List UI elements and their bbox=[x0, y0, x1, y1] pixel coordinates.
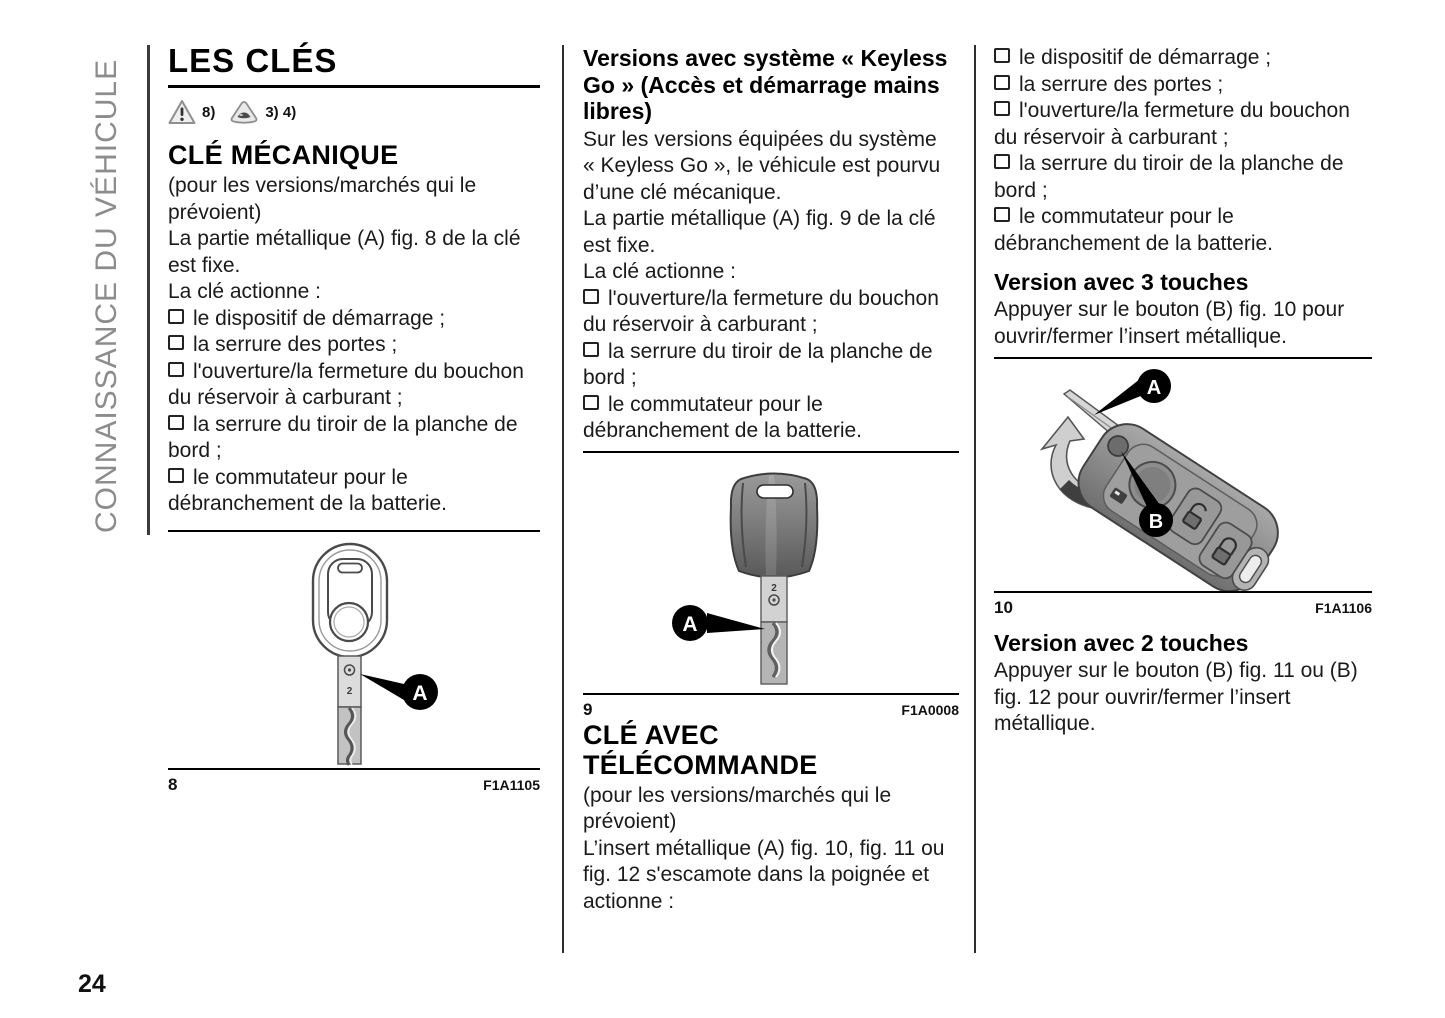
square-bullet-icon bbox=[168, 415, 184, 430]
list-item-text: l'ouverture/la fermeture du bouchon du réservoir à carburant ; bbox=[168, 359, 524, 409]
list-item bbox=[994, 98, 1372, 151]
callout-a: A bbox=[1146, 377, 1162, 399]
paragraph: (pour les versions/marchés qui le prévoient) bbox=[168, 174, 477, 224]
paragraph: Sur les versions équipées du système « Keyless Go », le véhicule est pourvu d’une clé mécanique. bbox=[583, 127, 941, 204]
paragraph: L’insert métallique (A) fig. 10, fig. 11 ou fig. 12 s'escamote dans la poignée et actionne : bbox=[583, 836, 945, 913]
figure-caption bbox=[994, 591, 1372, 618]
column-divider bbox=[974, 45, 976, 953]
paragraph: La partie métallique (A) fig. 8 de la clé est fixe. bbox=[168, 227, 521, 277]
list-item-text: la serrure du tiroir de la planche de bord ; bbox=[994, 152, 1344, 202]
chapter-sidebar-label: CONNAISSANCE DU VÉHICULE bbox=[90, 58, 123, 533]
list-item bbox=[168, 465, 540, 518]
paragraph: La clé actionne : bbox=[583, 260, 736, 283]
list-item-text: la serrure des portes ; bbox=[1019, 72, 1224, 96]
list-item-text: le commutateur pour le débranchement de la batterie. bbox=[583, 392, 863, 442]
section-heading: CLÉ MÉCANIQUE bbox=[168, 140, 399, 170]
caution-refs: 3) 4) bbox=[265, 103, 297, 121]
paragraph: Appuyer sur le bouton (B) fig. 10 pour ouvrir/fermer l’insert métallique. bbox=[994, 298, 1345, 348]
square-bullet-icon bbox=[583, 395, 599, 410]
list-item-text: le commutateur pour le débranchement de la batterie. bbox=[994, 205, 1274, 255]
warning-triangle-icon bbox=[168, 99, 196, 125]
column-1 bbox=[168, 42, 540, 795]
mechanical-key-illustration bbox=[168, 532, 540, 768]
square-bullet-icon bbox=[994, 75, 1010, 90]
page-number: 24 bbox=[78, 970, 106, 998]
warning-references-row bbox=[168, 99, 540, 125]
column-2 bbox=[583, 45, 959, 915]
list-item bbox=[994, 204, 1372, 257]
paragraph: La partie métallique (A) fig. 9 de la clé est fixe. bbox=[583, 207, 936, 257]
callout-b: B bbox=[1148, 511, 1164, 533]
list-item bbox=[168, 359, 540, 412]
figure-10 bbox=[994, 357, 1372, 618]
paragraph: (pour les versions/marchés qui le prévoient) bbox=[583, 783, 892, 833]
list-item bbox=[168, 412, 540, 465]
square-bullet-icon bbox=[994, 154, 1010, 169]
figure-caption bbox=[168, 768, 540, 795]
square-bullet-icon bbox=[168, 309, 184, 324]
square-bullet-icon bbox=[168, 468, 184, 483]
list-item-text: la serrure du tiroir de la planche de bord ; bbox=[583, 339, 933, 389]
list-item bbox=[994, 72, 1372, 99]
flip-key-remote-illustration bbox=[994, 359, 1372, 591]
callout-a: A bbox=[412, 681, 428, 705]
figure-code: F1A1106 bbox=[1315, 600, 1372, 616]
subsection-heading: Version avec 2 touches bbox=[994, 630, 1249, 656]
square-bullet-icon bbox=[168, 335, 184, 350]
section-heading: Versions avec système « Keyless Go » (Accès et démarrage mains libres) bbox=[583, 45, 948, 124]
square-bullet-icon bbox=[994, 207, 1010, 222]
figure-code: F1A0008 bbox=[901, 701, 959, 718]
column-divider bbox=[562, 45, 564, 953]
list-item bbox=[994, 45, 1372, 72]
list-item-text: le dispositif de démarrage ; bbox=[1019, 46, 1272, 69]
list-item-text: le commutateur pour le débranchement de la batterie. bbox=[168, 465, 448, 515]
list-item bbox=[994, 151, 1372, 204]
figure-caption bbox=[583, 693, 959, 720]
square-bullet-icon bbox=[583, 342, 599, 357]
svg-text:2: 2 bbox=[771, 582, 777, 594]
list-item-text: le dispositif de démarrage ; bbox=[193, 306, 446, 330]
list-item bbox=[583, 339, 959, 392]
figure-code: F1A1105 bbox=[483, 776, 540, 793]
page-title: LES CLÉS bbox=[168, 45, 540, 88]
sidebar-rule bbox=[147, 45, 150, 535]
list-item-text: la serrure des portes ; bbox=[193, 333, 398, 356]
square-bullet-icon bbox=[994, 101, 1010, 116]
svg-text:2: 2 bbox=[346, 685, 353, 697]
callout-a: A bbox=[682, 612, 698, 636]
warning-ref: 8) bbox=[202, 103, 216, 121]
figure-number: 8 bbox=[168, 774, 178, 794]
list-item bbox=[583, 392, 959, 445]
list-item-text: la serrure du tiroir de la planche de bord ; bbox=[168, 412, 518, 462]
figure-number: 9 bbox=[583, 699, 593, 719]
figure-9 bbox=[583, 451, 959, 720]
car-caution-triangle-icon bbox=[229, 99, 259, 125]
section-heading: CLÉ AVEC TÉLÉCOMMANDE bbox=[583, 719, 818, 780]
list-item bbox=[168, 306, 540, 333]
list-item bbox=[583, 286, 959, 339]
list-item bbox=[168, 332, 540, 359]
paragraph: Appuyer sur le bouton (B) fig. 11 ou (B) fig. 12 pour ouvrir/fermer l’insert métallique. bbox=[994, 659, 1358, 735]
column-3 bbox=[994, 45, 1372, 738]
list-item-text: l'ouverture/la fermeture du bouchon du réservoir à carburant ; bbox=[994, 99, 1350, 149]
square-bullet-icon bbox=[994, 48, 1010, 63]
paragraph: La clé actionne : bbox=[168, 280, 321, 303]
keyless-mechanical-key-illustration bbox=[583, 453, 959, 693]
square-bullet-icon bbox=[583, 289, 599, 304]
square-bullet-icon bbox=[168, 362, 184, 377]
subsection-heading: Version avec 3 touches bbox=[994, 269, 1249, 295]
figure-number: 10 bbox=[994, 598, 1013, 617]
figure-8 bbox=[168, 530, 540, 795]
list-item-text: l'ouverture/la fermeture du bouchon du réservoir à carburant ; bbox=[583, 286, 939, 336]
